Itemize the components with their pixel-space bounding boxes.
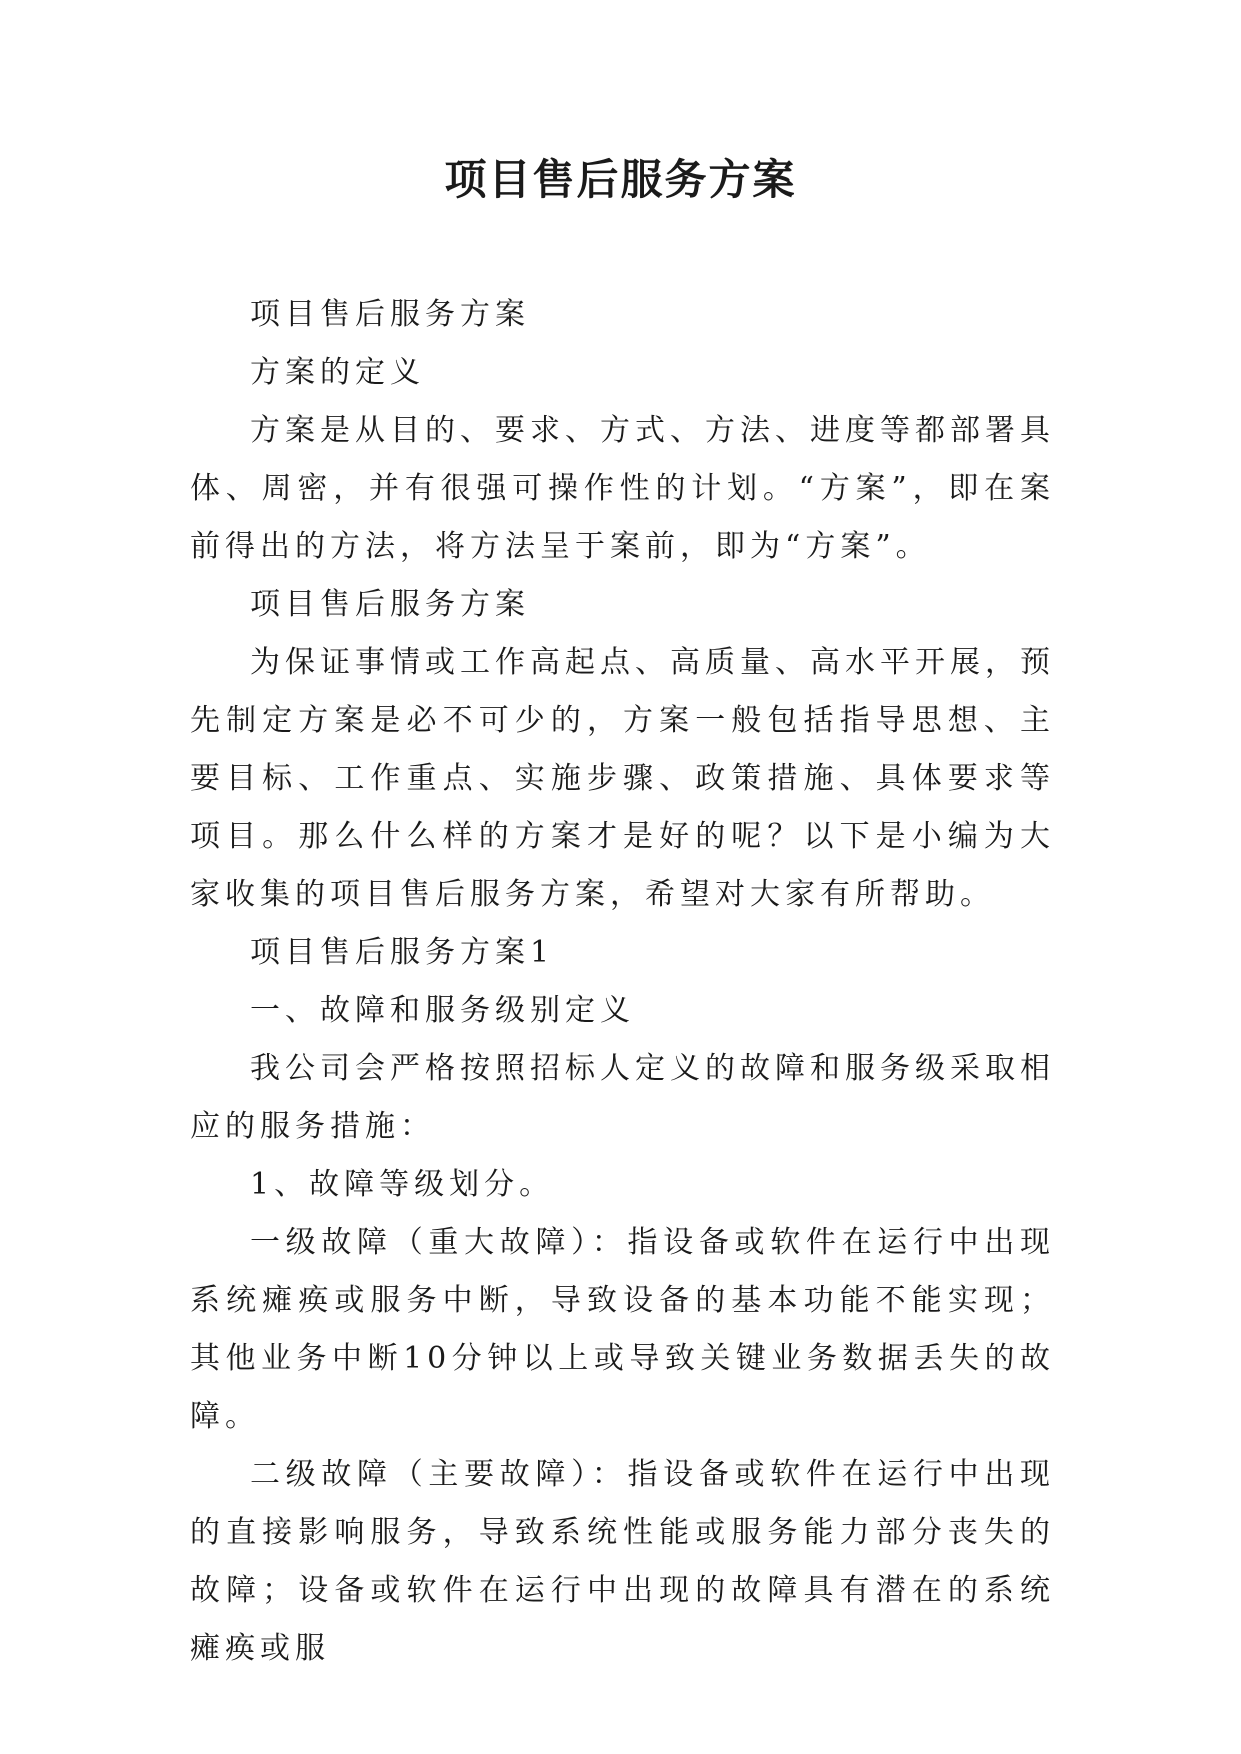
paragraph-heading: 项目售后服务方案 bbox=[250, 297, 530, 332]
paragraph-level-two-fault: 二级故障（主要故障）：指设备或软件在运行中出现的直接影响服务，导致系统性能或服务能力部分丧失的故障；设备或软件在运行中出现的故障具有潜在的系统瘫痪或服 bbox=[190, 1457, 1055, 1666]
paragraph-definition-text: 方案是从目的、要求、方式、方法、进度等都部署具体、周密，并有很强可操作性的计划。“方案”，即在案前得出的方法，将方法呈于案前，即为“方案”。 bbox=[190, 413, 1055, 564]
paragraph-subsection-heading: 一、故障和服务级别定义 bbox=[250, 993, 635, 1028]
document-body bbox=[190, 286, 1055, 1678]
paragraph-body-text: 我公司会严格按照招标人定义的故障和服务级采取相应的服务措施： bbox=[190, 1051, 1055, 1144]
document-title: 项目售后服务方案 bbox=[444, 155, 797, 204]
paragraph-level-one-fault: 一级故障（重大故障）：指设备或软件在运行中出现系统瘫痪或服务中断，导致设备的基本功能不能实现；其他业务中断10分钟以上或导致关键业务数据丢失的故障。 bbox=[190, 1225, 1055, 1434]
paragraph-list-heading: 1、故障等级划分。 bbox=[250, 1167, 555, 1202]
paragraph-heading: 项目售后服务方案 bbox=[250, 587, 530, 622]
paragraph-definition-heading: 方案的定义 bbox=[250, 355, 425, 390]
paragraph-intro-text: 为保证事情或工作高起点、高质量、高水平开展，预先制定方案是必不可少的，方案一般包括指导思想、主要目标、工作重点、实施步骤、政策措施、具体要求等项目。那么什么样的方案才是好的呢？以下是小编为大家收集的项目售后服务方案，希望对大家有所帮助。 bbox=[190, 645, 1055, 912]
paragraph-section-heading: 项目售后服务方案1 bbox=[250, 935, 555, 970]
